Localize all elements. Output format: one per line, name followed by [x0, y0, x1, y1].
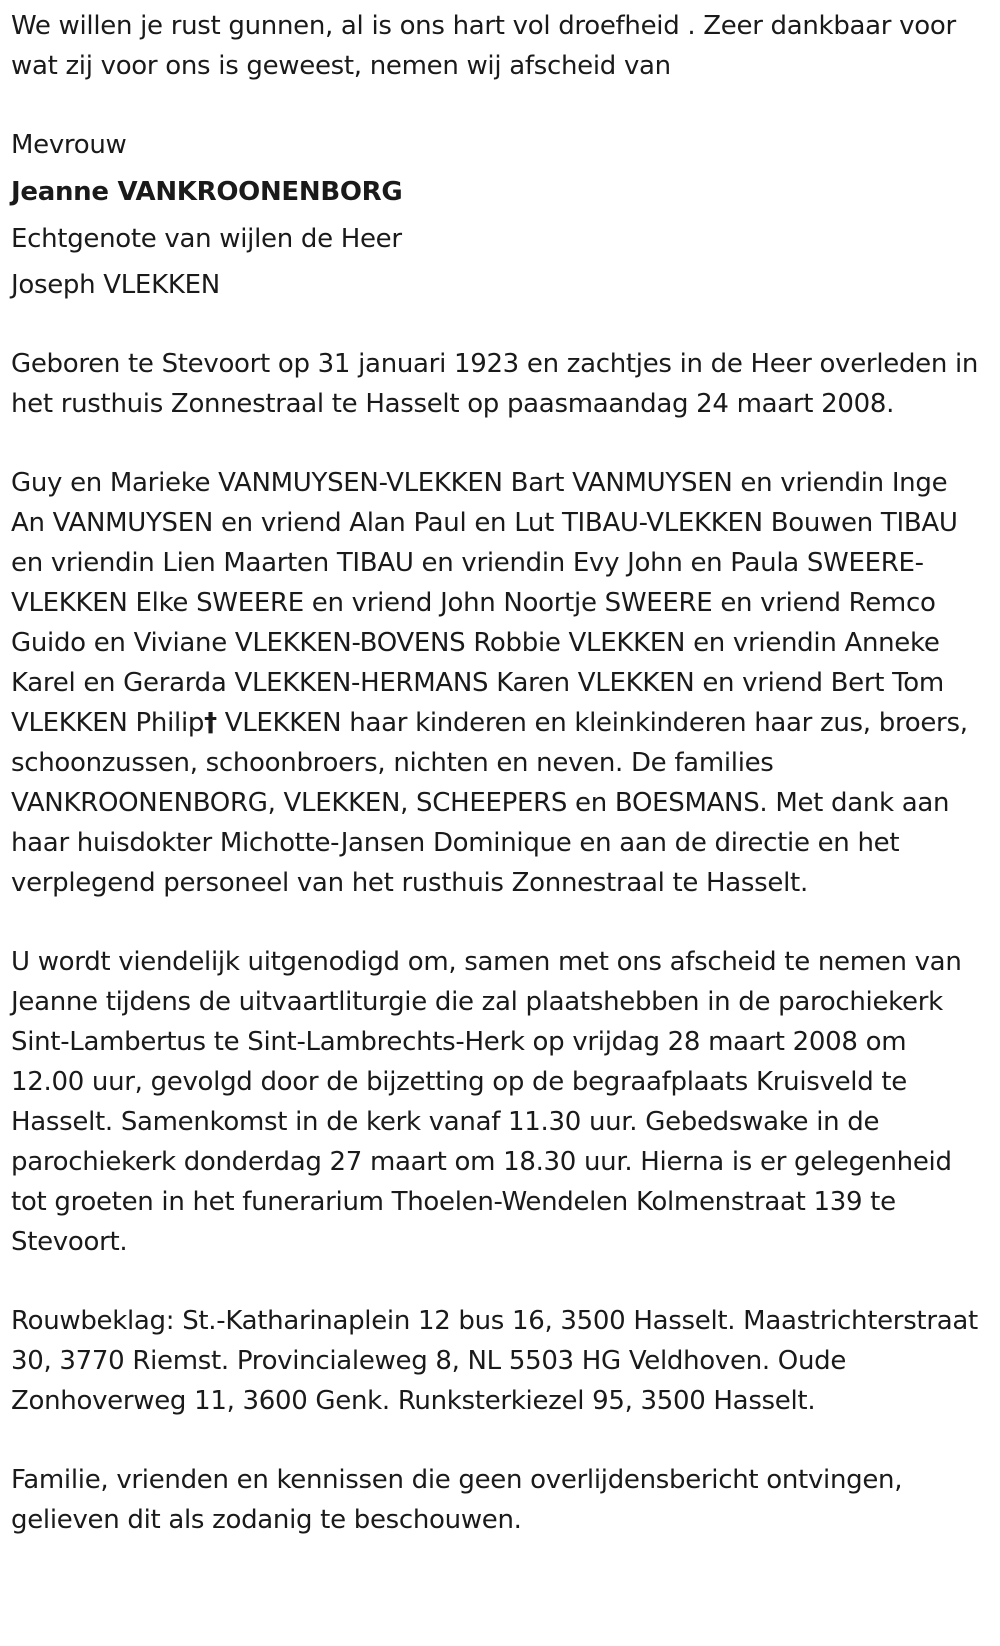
spouse-intro: Echtgenote van wijlen de Heer [11, 224, 402, 254]
deceased-name: Jeanne VANKROONENBORG [11, 177, 403, 207]
ceremony-paragraph: U wordt viendelijk uitgenodigd om, samen met ons afscheid te nemen van Jeanne tijdens de uitvaartliturgie die zal plaatshebben in de parochiekerk Sint-Lambertus te Sint-Lambrechts-Herk op vrijdag 28 maart 2008 om 12.00 uur, gevolgd door de bijzetting op de begraafplaats Kruisveld te Hasselt. Samenkomst in de kerk vanaf 11.30 uur. Gebedswake in de parochiekerk donderdag 27 maart om 18.30 uur. Hierna is er gelegenheid tot groeten in het funerarium Thoelen-Wendelen Kolmenstraat 139 te Stevoort. [11, 947, 962, 1257]
spouse-name: Joseph VLEKKEN [11, 270, 220, 300]
family-paragraph [11, 463, 985, 903]
condolences-paragraph: Rouwbeklag: St.-Katharinaplein 12 bus 16, 3500 Hasselt. Maastrichterstraat 30, 3770 Riemst. Provincialeweg 8, NL 5503 HG Veldhoven. Oude Zonhoverweg 11, 3600 Genk. Runksterkiezel 95, 3500 Hasselt. [11, 1306, 978, 1416]
birth-death-paragraph: Geboren te Stevoort op 31 januari 1923 en zachtjes in de Heer overleden in het rusthuis Zonnestraal te Hasselt op paasmaandag 24 maart 2008. [11, 349, 979, 419]
deceased-block [11, 125, 985, 305]
intro-paragraph: We willen je rust gunnen, al is ons hart vol droefheid . Zeer dankbaar voor wat zij voor ons is geweest, nemen wij afscheid van [11, 11, 956, 81]
family-text-part1: Guy en Marieke VANMUYSEN-VLEKKEN Bart VANMUYSEN en vriendin Inge An VANMUYSEN en vriend Alan Paul en Lut TIBAU-VLEKKEN Bouwen TIBAU en vriendin Lien Maarten TIBAU en vriendin Evy John en Paula SWEERE-VLEKKEN Elke SWEERE en vriend John Noortje SWEERE en vriend Remco Guido en Viviane VLEKKEN-BOVENS Robbie VLEKKEN en vriendin Anneke Karel en Gerarda VLEKKEN-HERMANS Karen VLEKKEN en vriend Bert Tom VLEKKEN Philip [11, 468, 958, 738]
deceased-title: Mevrouw [11, 130, 127, 160]
cross-icon: † [204, 708, 217, 738]
closing-paragraph: Familie, vrienden en kennissen die geen overlijdensbericht ontvingen, gelieven dit als zodanig te beschouwen. [11, 1465, 903, 1535]
family-text-part2: VLEKKEN haar kinderen en kleinkinderen haar zus, broers, schoonzussen, schoonbroers, nichten en neven. De families VANKROONENBORG, VLEKKEN, SCHEEPERS en BOESMANS. Met dank aan haar huisdokter Michotte-Jansen Dominique en aan de directie en het verplegend personeel van het rusthuis Zonnestraal te Hasselt. [11, 708, 968, 898]
